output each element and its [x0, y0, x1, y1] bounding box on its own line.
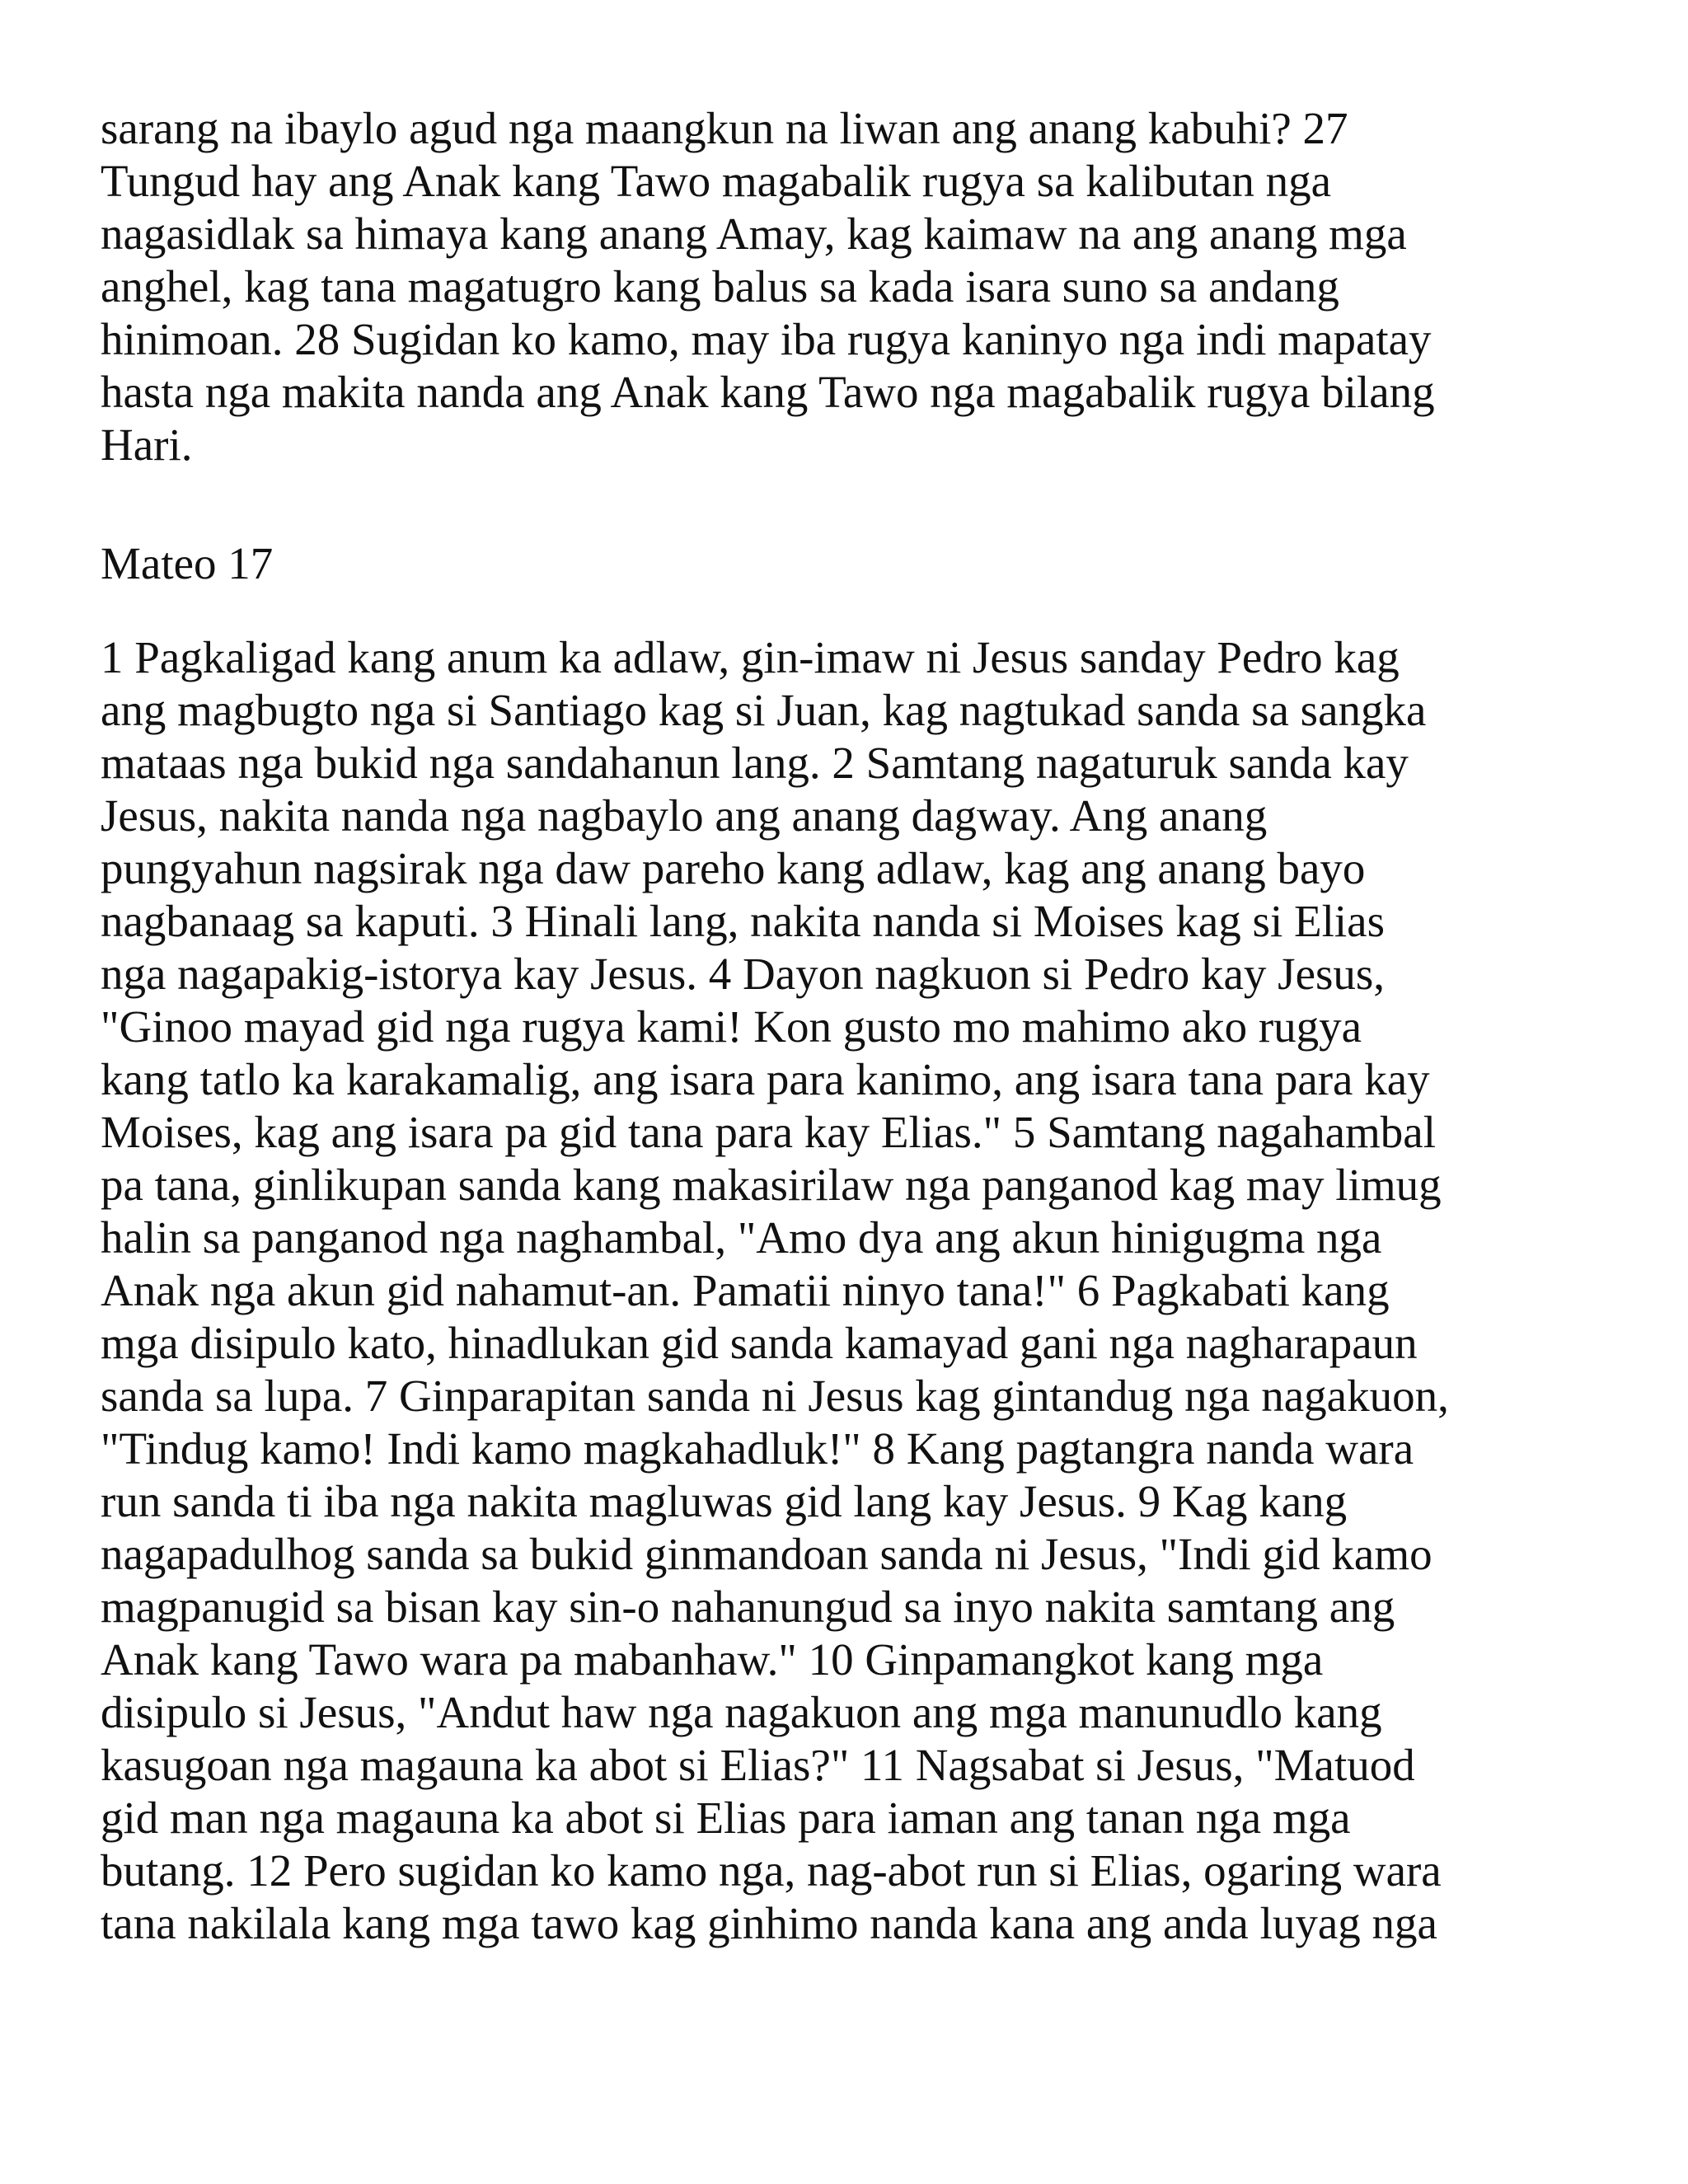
text-line: 1 Pagkaligad kang anum ka adlaw, gin-imaw ni Jesus sanday Pedro kag	[101, 632, 1400, 682]
text-line: tana nakilala kang mga tawo kag ginhimo nanda kana ang anda luyag nga	[101, 1898, 1437, 1948]
text-line: Anak nga akun gid nahamut-an. Pamatii ninyo tana!" 6 Pagkabati kang	[101, 1265, 1390, 1315]
chapter-heading	[101, 537, 1617, 590]
text-line: nagasidlak sa himaya kang anang Amay, kag kaimaw na ang anang mga	[101, 209, 1407, 259]
text-line: magpanugid sa bisan kay sin-o nahanungud sa inyo nakita samtang ang	[101, 1582, 1395, 1632]
text-line: nga nagapakig-istorya kay Jesus. 4 Dayon nagkuon si Pedro kay Jesus,	[101, 949, 1386, 999]
text-line: disipulo si Jesus, "Andut haw nga nagakuon ang mga manunudlo kang	[101, 1687, 1382, 1737]
chapter-heading-text: Mateo 17	[101, 538, 274, 588]
text-line: Moises, kag ang isara pa gid tana para kay Elias." 5 Samtang nagahambal	[101, 1107, 1437, 1157]
text-line: halin sa panganod nga naghambal, "Amo dya ang akun hinigugma nga	[101, 1212, 1382, 1263]
text-line: ang magbugto nga si Santiago kag si Juan, kag nagtukad sanda sa sangka	[101, 685, 1427, 735]
text-line: nagbanaag sa kaputi. 3 Hinali lang, nakita nanda si Moises kag si Elias	[101, 896, 1385, 946]
text-line: kang tatlo ka karakamalig, ang isara para kanimo, ang isara tana para kay	[101, 1054, 1430, 1104]
text-line: run sanda ti iba nga nakita magluwas gid lang kay Jesus. 9 Kag kang	[101, 1476, 1348, 1526]
chapter-paragraph	[101, 631, 1617, 1950]
text-line: butang. 12 Pero sugidan ko kamo nga, nag-abot run si Elias, ogaring wara	[101, 1845, 1442, 1896]
text-line: Tungud hay ang Anak kang Tawo magabalik rugya sa kalibutan nga	[101, 156, 1332, 206]
text-line: pungyahun nagsirak nga daw pareho kang adlaw, kag ang anang bayo	[101, 843, 1366, 893]
text-line: hasta nga makita nanda ang Anak kang Tawo nga magabalik rugya bilang	[101, 367, 1435, 417]
text-line: pa tana, ginlikupan sanda kang makasirilaw nga panganod kag may limug	[101, 1160, 1442, 1210]
text-line: mga disipulo kato, hinadlukan gid sanda kamayad gani nga nagharapaun	[101, 1318, 1418, 1368]
text-line: anghel, kag tana magatugro kang balus sa kada isara suno sa andang	[101, 261, 1339, 312]
paragraph-continuation	[101, 102, 1617, 471]
text-line: sarang na ibaylo agud nga maangkun na liwan ang anang kabuhi? 27	[101, 103, 1348, 153]
text-line: "Ginoo mayad gid nga rugya kami! Kon gusto mo mahimo ako rugya	[101, 1001, 1362, 1052]
text-line: gid man nga magauna ka abot si Elias para iaman ang tanan nga mga	[101, 1793, 1351, 1843]
text-line: hinimoan. 28 Sugidan ko kamo, may iba rugya kaninyo nga indi mapatay	[101, 314, 1432, 364]
text-line: Jesus, nakita nanda nga nagbaylo ang anang dagway. Ang anang	[101, 790, 1268, 841]
text-line: "Tindug kamo! Indi kamo magkahadluk!" 8 Kang pagtangra nanda wara	[101, 1423, 1414, 1474]
text-line: Hari.	[101, 419, 193, 470]
text-line: mataas nga bukid nga sandahanun lang. 2 Samtang nagaturuk sanda kay	[101, 738, 1409, 788]
text-line: nagapadulhog sanda sa bukid ginmandoan sanda ni Jesus, "Indi gid kamo	[101, 1529, 1432, 1579]
text-line: sanda sa lupa. 7 Ginparapitan sanda ni Jesus kag gintandug nga nagakuon,	[101, 1371, 1449, 1421]
text-line: kasugoan nga magauna ka abot si Elias?" 11 Nagsabat si Jesus, "Matuod	[101, 1740, 1415, 1790]
text-line: Anak kang Tawo wara pa mabanhaw." 10 Ginpamangkot kang mga	[101, 1634, 1324, 1685]
